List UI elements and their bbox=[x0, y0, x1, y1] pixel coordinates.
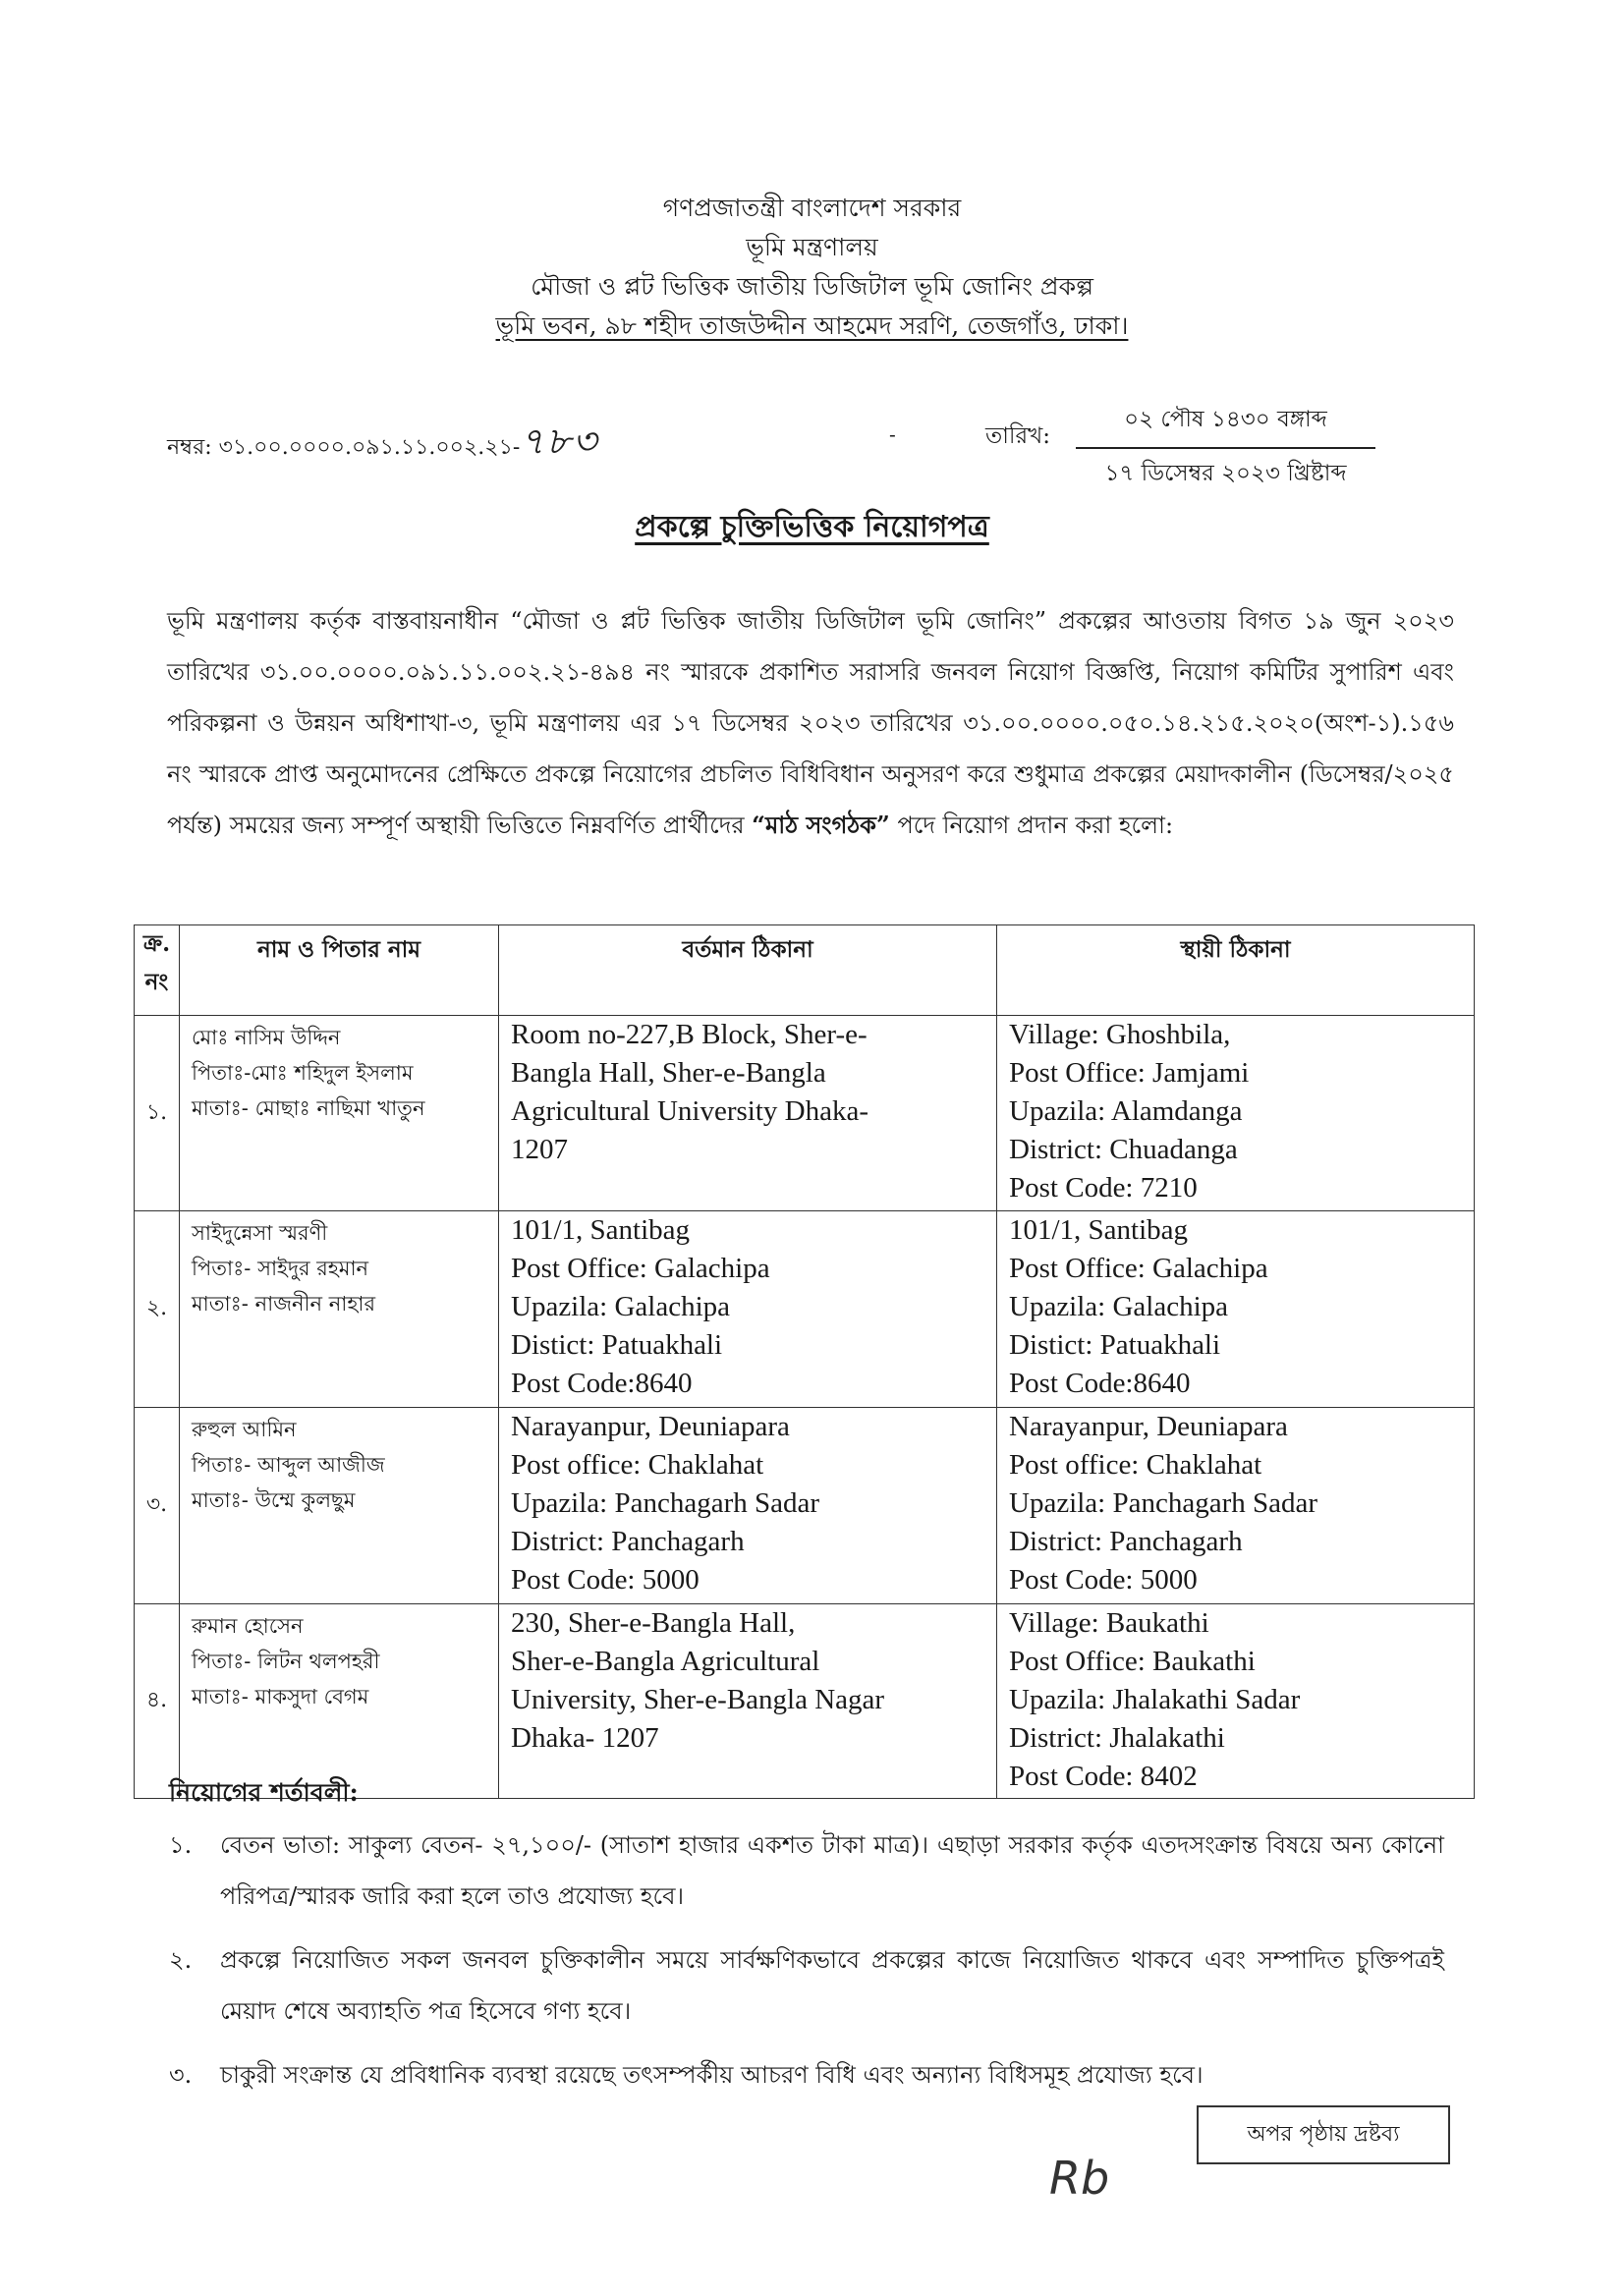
name-cell-line: পিতাঃ-মোঃ শহিদুল ইসলাম bbox=[192, 1061, 414, 1085]
present-address-cell-line: Room no-227,B Block, Sher-e- bbox=[511, 1019, 868, 1050]
present-address-cell-line: 1207 bbox=[511, 1134, 568, 1165]
name-cell-line: মাতাঃ- নাজনীন নাহার bbox=[192, 1292, 376, 1316]
condition-number: ৩. bbox=[169, 2061, 193, 2089]
permanent-address-cell-line: Narayanpur, Deuniapara bbox=[1009, 1411, 1288, 1442]
permanent-address-cell-line: Upazila: Alamdanga bbox=[1009, 1095, 1243, 1127]
date-gregorian: ১৭ ডিসেম্বর ২০২৩ খ্রিষ্টাব্দ bbox=[1104, 461, 1347, 486]
table-row bbox=[135, 1604, 1475, 1799]
table-header-row bbox=[135, 925, 1475, 1016]
permanent-address-cell-line: Post Code: 8402 bbox=[1009, 1761, 1198, 1792]
handwritten-memo-number: ৭৮৩ bbox=[520, 420, 599, 463]
table-row bbox=[135, 1211, 1475, 1408]
present-address-cell-line: Dhaka- 1207 bbox=[511, 1722, 659, 1754]
present-address-cell-line: University, Sher-e-Bangla Nagar bbox=[511, 1684, 885, 1715]
header-present-address: বর্তমান ঠিকানা bbox=[499, 925, 997, 1016]
present-address-cell-line: Upazila: Galachipa bbox=[511, 1291, 731, 1322]
present-address-cell-line: District: Panchagarh bbox=[511, 1526, 745, 1557]
intro-text-end: পদে নিয়োগ প্রদান করা হলো: bbox=[897, 812, 1174, 839]
condition-text: চাকুরী সংক্রান্ত যে প্রবিধানিক ব্যবস্থা রয়েছে তৎসম্পর্কীয় আচরণ বিধি এবং অন্যান্য বিধিসমূহ প্রযোজ্য হবে। bbox=[220, 2061, 1204, 2089]
present-address-cell-line: 101/1, Santibag bbox=[511, 1214, 691, 1246]
letter-title: প্রকল্পে চুক্তিভিত্তিক নিয়োগপত্র bbox=[635, 510, 989, 544]
name-cell-line: পিতাঃ- লিটন থলপহরী bbox=[192, 1650, 380, 1673]
permanent-address-cell bbox=[997, 1016, 1475, 1211]
present-address-cell-line: Agricultural University Dhaka- bbox=[511, 1095, 869, 1127]
header-permanent-address: স্থায়ী ঠিকানা bbox=[997, 925, 1475, 1016]
permanent-address-cell-line: Post Office: Jamjami bbox=[1009, 1057, 1250, 1089]
serial-cell: ১. bbox=[135, 1016, 180, 1211]
intro-paragraph bbox=[167, 595, 1454, 851]
name-cell bbox=[180, 1408, 499, 1604]
header-serial: ক্র. নং bbox=[135, 925, 180, 1016]
name-cell-line: মাতাঃ- উম্মে কুলছুম bbox=[192, 1488, 356, 1512]
permanent-address-cell-line: Upazila: Jhalakathi Sadar bbox=[1009, 1684, 1301, 1715]
permanent-address-cell-line: District: Chuadanga bbox=[1009, 1134, 1238, 1165]
permanent-address-cell-line: District: Jhalakathi bbox=[1009, 1722, 1225, 1754]
permanent-address-cell bbox=[997, 1211, 1475, 1408]
present-address-cell-line: Narayanpur, Deuniapara bbox=[511, 1411, 790, 1442]
date-bangla: ০২ পৌষ ১৪৩০ বঙ্গাব্দ bbox=[1076, 401, 1375, 449]
date-label: তারিখ: bbox=[985, 423, 1051, 449]
permanent-address-cell-line: Village: Baukathi bbox=[1009, 1607, 1209, 1639]
intro-text: ভূমি মন্ত্রণালয় কর্তৃক বাস্তবায়নাধীন “মৌজা ও প্লট ভিত্তিক জাতীয় ডিজিটাল ভূমি জোনিং” প্রকল্পের আওতায় বিগত ১৯ জুন ২০২৩ তারিখের ৩১.০০.০০০০.০৯১.১১.০০২.২১-৪৯৪ নং স্মারকে প্রকাশিত সরাসরি জনবল নিয়োগ বিজ্ঞপ্তি, নিয়োগ কমিটির সুপারিশ এবং পরিকল্পনা ও উন্নয়ন অধিশাখা-৩, ভূমি মন্ত্রণালয় এর ১৭ ডিসেম্বর ২০২৩ তারিখের ৩১.০০.০০০০.০৫০.১৪.২১৫.২০২০(অংশ-১).১৫৬ নং স্মারকে প্রাপ্ত অনুমোদনের প্রেক্ষিতে প্রকল্পে নিয়োগের প্রচলিত বিধিবিধান অনুসরণ করে শুধুমাত্র প্রকল্পের মেয়াদকালীন (ডিসেম্বর/২০২৫ পর্যন্ত) সময়ের জন্য সম্পূর্ণ অস্থায়ী ভিত্তিতে নিম্নবর্ণিত প্রার্থীদের bbox=[167, 607, 1454, 839]
present-address-cell bbox=[499, 1408, 997, 1604]
header-name: নাম ও পিতার নাম bbox=[180, 925, 499, 1016]
permanent-address-cell-line: District: Panchagarh bbox=[1009, 1526, 1243, 1557]
name-cell-line: রুমান হোসেন bbox=[192, 1614, 304, 1638]
permanent-address-cell-line: Post office: Chaklahat bbox=[1009, 1449, 1262, 1481]
memo-number-label: নম্বর: ৩১.০০.০০০০.০৯১.১১.০০২.২১- bbox=[167, 435, 521, 460]
present-address-cell-line: Sher-e-Bangla Agricultural bbox=[511, 1646, 820, 1677]
condition-text: প্রকল্পে নিয়োজিত সকল জনবল চুক্তিকালীন সময়ে সার্বক্ষণিকভাবে প্রকল্পের কাজে নিয়োজিত থাকবে এবং সম্পাদিত চুক্তিপত্রই মেয়াদ শেষে অব্যাহতি পত্র হিসেবে গণ্য হবে। bbox=[220, 1946, 1444, 2025]
stray-dash: - bbox=[889, 422, 896, 446]
name-cell-line: সাইদুন্নেসা স্মরণী bbox=[192, 1221, 328, 1245]
name-cell bbox=[180, 1604, 499, 1799]
condition-item bbox=[169, 1820, 1444, 1922]
permanent-address-cell-line: Post Office: Galachipa bbox=[1009, 1253, 1268, 1284]
condition-number: ২. bbox=[169, 1946, 193, 1974]
present-address-cell-line: Upazila: Panchagarh Sadar bbox=[511, 1487, 820, 1519]
permanent-address-cell bbox=[997, 1408, 1475, 1604]
permanent-address-cell-line: 101/1, Santibag bbox=[1009, 1214, 1189, 1246]
table-row bbox=[135, 1016, 1475, 1211]
present-address-cell-line: Post Code: 5000 bbox=[511, 1564, 700, 1596]
permanent-address-cell bbox=[997, 1604, 1475, 1799]
name-cell bbox=[180, 1211, 499, 1408]
present-address-cell-line: Post Code:8640 bbox=[511, 1368, 693, 1399]
name-cell-line: পিতাঃ- সাইদুর রহমান bbox=[192, 1257, 369, 1280]
memo-number bbox=[167, 413, 598, 476]
name-cell-line: পিতাঃ- আব্দুল আজীজ bbox=[192, 1453, 385, 1477]
condition-item bbox=[169, 1934, 1444, 2037]
name-cell bbox=[180, 1016, 499, 1211]
permanent-address-cell-line: Distict: Patuakhali bbox=[1009, 1329, 1221, 1361]
permanent-address-cell-line: Upazila: Panchagarh Sadar bbox=[1009, 1487, 1318, 1519]
present-address-cell-line: Distict: Patuakhali bbox=[511, 1329, 723, 1361]
permanent-address-cell-line: Village: Ghoshbila, bbox=[1009, 1019, 1231, 1050]
present-address-cell-line: Post office: Chaklahat bbox=[511, 1449, 764, 1481]
serial-cell: ৩. bbox=[135, 1408, 180, 1604]
name-cell-line: মাতাঃ- মোছাঃ নাছিমা খাতুন bbox=[192, 1096, 425, 1120]
permanent-address-cell-line: Post Office: Baukathi bbox=[1009, 1646, 1256, 1677]
table-row bbox=[135, 1408, 1475, 1604]
post-name: “মাঠ সংগঠক” bbox=[752, 811, 890, 839]
permanent-address-cell-line: Upazila: Galachipa bbox=[1009, 1291, 1229, 1322]
present-address-cell bbox=[499, 1604, 997, 1799]
permanent-address-cell-line: Post Code: 7210 bbox=[1009, 1172, 1198, 1204]
name-cell-line: রুহুল আমিন bbox=[192, 1418, 297, 1441]
letterhead bbox=[0, 189, 1624, 346]
office-address: ভূমি ভবন, ৯৮ শহীদ তাজউদ্দীন আহমেদ সরণি, তেজগাঁও, ঢাকা। bbox=[495, 311, 1129, 340]
present-address-cell bbox=[499, 1016, 997, 1211]
ministry-name: ভূমি মন্ত্রণালয় bbox=[746, 233, 878, 261]
name-cell-line: মাতাঃ- মাকসুদা বেগম bbox=[192, 1685, 369, 1708]
date-block bbox=[1076, 401, 1375, 493]
present-address-cell-line: 230, Sher-e-Bangla Hall, bbox=[511, 1607, 796, 1639]
name-cell-line: মোঃ নাসিম উদ্দিন bbox=[192, 1026, 341, 1049]
permanent-address-cell-line: Post Code: 5000 bbox=[1009, 1564, 1198, 1596]
conditions-list bbox=[169, 1820, 1444, 2113]
project-name: মৌজা ও প্লট ভিত্তিক জাতীয় ডিজিটাল ভূমি জোনিং প্রকল্প bbox=[531, 272, 1093, 301]
appointee-table bbox=[134, 924, 1475, 1799]
govt-name: গণপ্রজাতন্ত্রী বাংলাদেশ সরকার bbox=[662, 194, 962, 222]
please-turn-over-box: অপর পৃষ্ঠায় দ্রষ্টব্য bbox=[1197, 2105, 1450, 2164]
permanent-address-cell-line: Post Code:8640 bbox=[1009, 1368, 1191, 1399]
serial-cell: ২. bbox=[135, 1211, 180, 1408]
present-address-cell bbox=[499, 1211, 997, 1408]
conditions-title: নিয়োগের শর্তাবলী: bbox=[169, 1778, 359, 1807]
condition-text: বেতন ভাতা: সাকুল্য বেতন- ২৭,১০০/- (সাতাশ হাজার একশত টাকা মাত্র)। এছাড়া সরকার কর্তৃক এতদসংক্রান্ত বিষয়ে অন্য কোনো পরিপত্র/স্মারক জারি করা হলে তাও প্রযোজ্য হবে। bbox=[220, 1831, 1444, 1910]
serial-cell: ৪. bbox=[135, 1604, 180, 1799]
handwritten-initial: Rb bbox=[1049, 2152, 1110, 2205]
present-address-cell-line: Post Office: Galachipa bbox=[511, 1253, 770, 1284]
condition-item bbox=[169, 2049, 1444, 2100]
condition-number: ১. bbox=[169, 1831, 193, 1859]
present-address-cell-line: Bangla Hall, Sher-e-Bangla bbox=[511, 1057, 826, 1089]
